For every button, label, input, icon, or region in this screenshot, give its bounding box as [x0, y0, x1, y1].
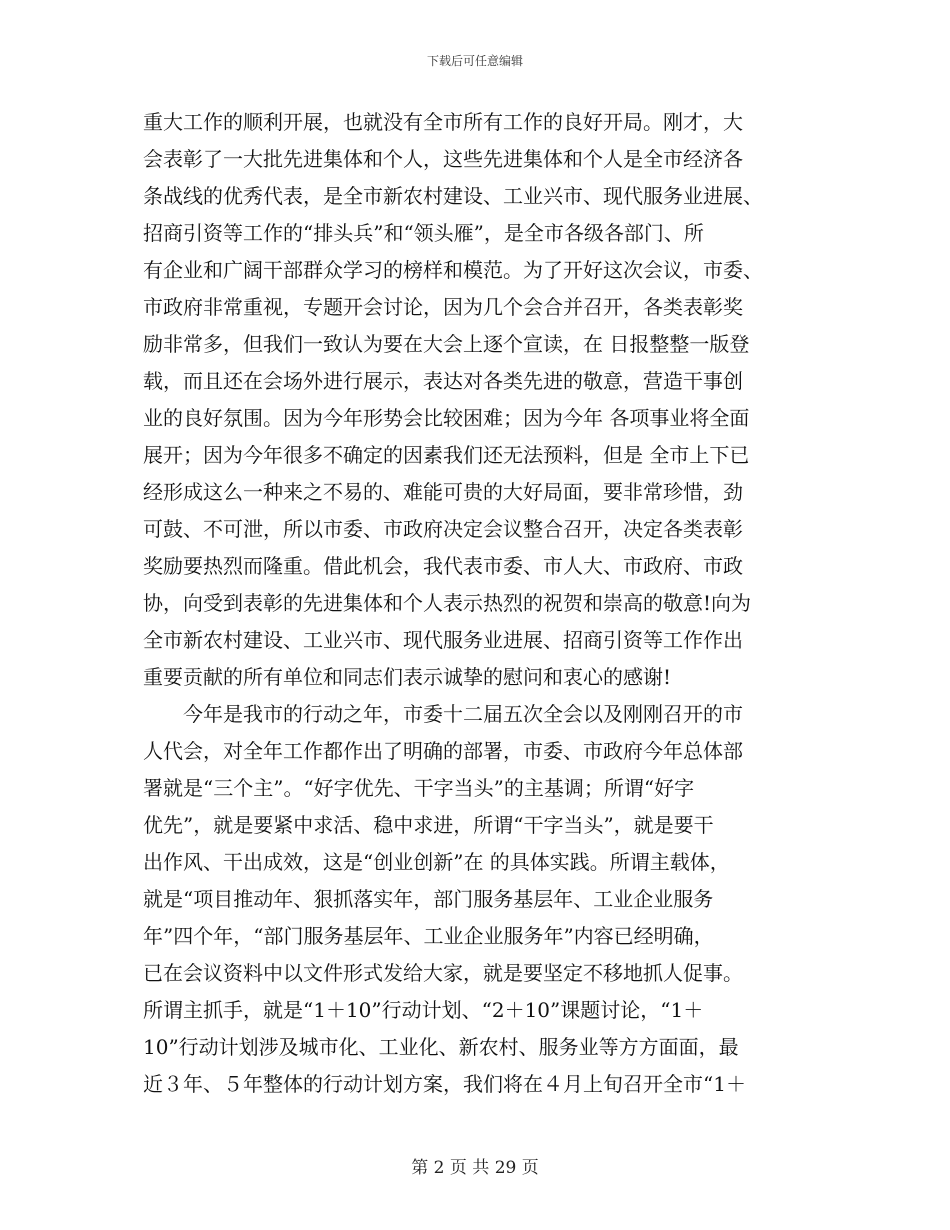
text-line: 奖励要热烈而隆重。借此机会，我代表市委、市人大、市政府、市政 [143, 554, 743, 578]
text-line: 会表彰了一大批先进集体和个人，这些先进集体和个人是全市经济各 [143, 147, 743, 171]
text-line: 市政府非常重视，专题开会讨论，因为几个会合并召开，各类表彰奖 [143, 295, 743, 319]
page-header: 下载后可任意编辑 [426, 54, 523, 68]
text-line: 已在会议资料中以文件形式发给大家，就是要坚定不移地抓人促事。 [143, 961, 743, 985]
page-number-footer: 第 2 页 共 29 页 [411, 1158, 539, 1178]
text-line: 署就是“三个主”。“好字优先、干字当头”的主基调；所谓“好字 [143, 776, 695, 800]
text-line: 优先”，就是要紧中求活、稳中求进，所谓“干字当头”，就是要干 [143, 813, 714, 837]
text-line: 经形成这么一种来之不易的、难能可贵的大好局面，要非常珍惜，劲 [143, 480, 743, 504]
text-line: 励非常多，但我们一致认为要在大会上逐个宣读，在 日报整整一版登 [143, 332, 750, 356]
paragraph-start-line: 今年是我市的行动之年，市委十二届五次全会以及刚刚召开的市 [183, 702, 743, 726]
text-line: 就是“项目推动年、狠抓落实年，部门服务基层年、工业企业服务 [143, 887, 714, 911]
text-line: 协，向受到表彰的先进集体和个人表示热烈的祝贺和崇高的敬意!向为 [143, 591, 752, 615]
text-line: 10”行动计划涉及城市化、工业化、新农村、服务业等方方面面，最 [143, 1035, 739, 1059]
text-line: 年”四个年，“部门服务基层年、工业企业服务年”内容已经明确， [143, 924, 714, 948]
text-line: 业的良好氛围。因为今年形势会比较困难；因为今年 各项事业将全面 [143, 406, 750, 430]
text-line: 可鼓、不可泄，所以市委、市政府决定会议整合召开，决定各类表彰 [143, 517, 743, 541]
text-line: 出作风、干出成效，这是“创业创新”在 的具体实践。所谓主载体， [143, 850, 730, 874]
text-line: 近３年、５年整体的行动计划方案，我们将在４月上旬召开全市“1＋ [143, 1072, 746, 1096]
text-line: 载，而且还在会场外进行展示，表达对各类先进的敬意，营造干事创 [143, 369, 743, 393]
text-line: 有企业和广阔干部群众学习的榜样和模范。为了开好这次会议，市委、 [143, 258, 763, 282]
text-line: 重大工作的顺利开展，也就没有全市所有工作的良好开局。刚才，大 [143, 110, 743, 134]
text-line: 所谓主抓手，就是“1＋10”行动计划、“2＋10”课题讨论，“1＋ [143, 998, 704, 1022]
text-line: 展开；因为今年很多不确定的因素我们还无法预料，但是 全市上下已 [143, 443, 750, 467]
text-line: 招商引资等工作的“排头兵”和“领头雁”，是全市各级各部门、所 [143, 221, 704, 245]
text-line: 重要贡献的所有单位和同志们表示诚挚的慰问和衷心的感谢! [143, 665, 672, 689]
text-line: 全市新农村建设、工业兴市、现代服务业进展、招商引资等工作作出 [143, 628, 743, 652]
body-text [143, 104, 813, 1103]
text-line: 人代会，对全年工作都作出了明确的部署，市委、市政府今年总体部 [143, 739, 743, 763]
text-line: 条战线的优秀代表，是全市新农村建设、工业兴市、现代服务业进展、 [143, 184, 763, 208]
